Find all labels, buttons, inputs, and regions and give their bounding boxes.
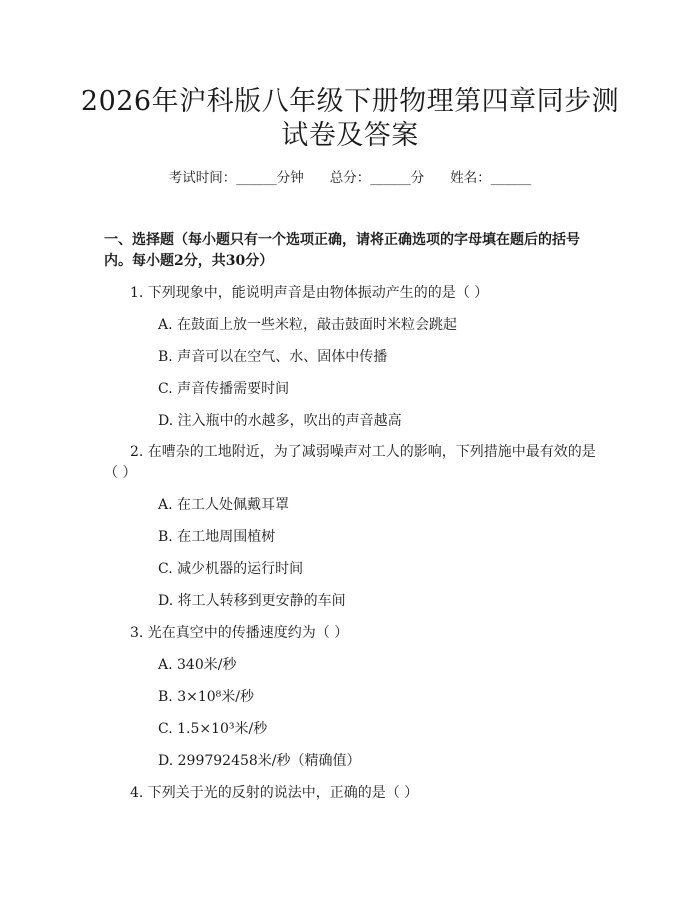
question-2-stem: 2. 在嘈杂的工地附近，为了减弱噪声对工人的影响，下列措施中最有效的是: [130, 444, 596, 460]
question-3-option-d: D. 299792458米/秒（精确值）: [158, 753, 361, 769]
exam-info-row: [0, 168, 700, 188]
total-score-field: 总分：______分: [329, 170, 425, 186]
question-2-stem-continued: （ ）: [104, 465, 137, 481]
question-1-option-d: D. 注入瓶中的水越多，吹出的声音越高: [158, 413, 402, 429]
question-3-option-a: A. 340米/秒: [158, 657, 237, 673]
exam-title-line2: 试卷及答案: [281, 120, 419, 151]
question-1-stem: 1. 下列现象中，能说明声音是由物体振动产生的的是（ ）: [130, 285, 489, 301]
question-3-stem: 3. 光在真空中的传播速度约为（ ）: [130, 625, 349, 641]
question-1-option-c: C. 声音传播需要时间: [158, 381, 290, 397]
exam-time-field: 考试时间：______分钟: [168, 170, 304, 186]
question-2-option-a: A. 在工人处佩戴耳罩: [158, 497, 290, 513]
section-heading-line1: 一、选择题（每小题只有一个选项正确，请将正确选项的字母填在题后的括号: [104, 232, 580, 248]
question-3-option-c: C. 1.5×10³米/秒: [158, 721, 268, 737]
exam-title-line1: 2026年沪科版八年级下册物理第四章同步测: [80, 86, 620, 117]
question-2-option-c: C. 减少机器的运行时间: [158, 561, 304, 577]
question-3-option-b: B. 3×10⁸米/秒: [158, 689, 254, 705]
name-field: 姓名：______: [450, 170, 532, 186]
question-1-option-a: A. 在鼓面上放一些米粒，敲击鼓面时米粒会跳起: [158, 317, 458, 333]
question-1-option-b: B. 声音可以在空气、水、固体中传播: [158, 349, 388, 365]
section-heading-line2: 内。每小题2分，共30分）: [104, 253, 274, 269]
question-2-option-d: D. 将工人转移到更安静的车间: [158, 593, 346, 609]
question-2-option-b: B. 在工地周围植树: [158, 529, 276, 545]
question-4-stem: 4. 下列关于光的反射的说法中，正确的是（ ）: [130, 785, 419, 801]
